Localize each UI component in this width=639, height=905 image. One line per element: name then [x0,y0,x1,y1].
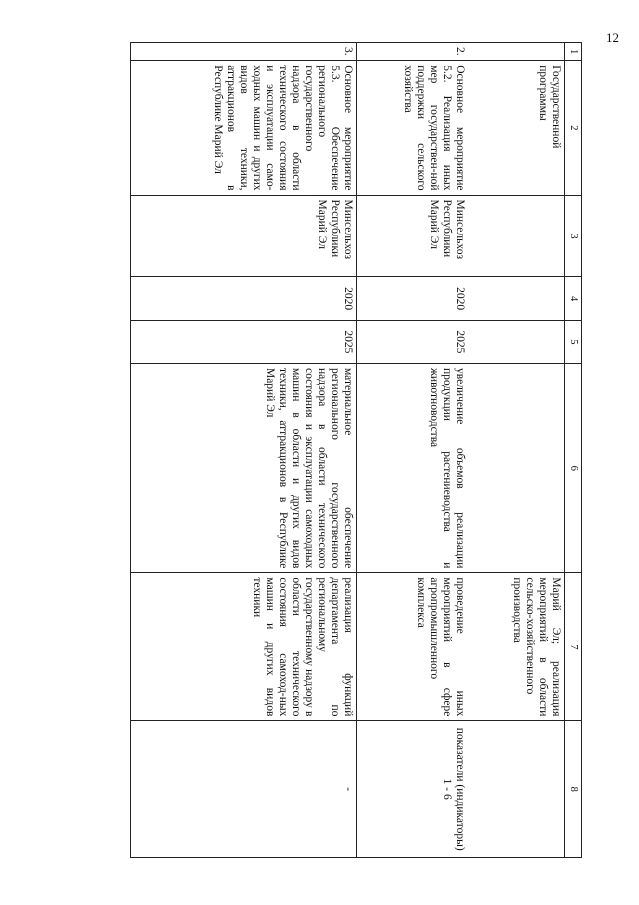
row-executor: Минсельхоз Республики Марий Эл [357,195,469,277]
row-name: Основное мероприятие 5.2. Реализация иных мер государствен-ной поддержки сельского хозяйства [357,61,469,195]
row-connection: проведение иных мероприятий в сфере агропромышленного комплекса [357,573,469,721]
col-header-4: 4 [565,277,582,320]
row-connection: Марий Эл; реализация мероприятий в области сельско-хозяйственного производства [469,573,565,721]
col-header-6: 6 [565,363,582,572]
row-num [469,43,565,61]
row-end: 2025 [131,320,357,363]
page-number: 12 [606,30,619,45]
row-indicators [469,721,565,858]
row-executor: Минсельхоз Республики Марий Эл [131,195,357,277]
row-start [469,277,565,320]
col-header-2: 2 [565,61,582,195]
row-result: материальное обеспечение регионального государственного надзора в области технического состояния и эксплуатации самоходных машин в области и других видов техники, аттракционов в Республике Марий Эл [131,363,357,572]
row-name: Основное мероприятие 5.3. Обеспечение регионального государственного надзора в области технического состояния и эксплуатации само-ходных машин и других видов техники, аттракционов в Республике Марий Эл [131,61,357,195]
row-result: увеличение объемов реализации продукции растениеводства и животноводства [357,363,469,572]
col-header-5: 5 [565,320,582,363]
row-num: 3. [131,43,357,61]
row-start: 2020 [357,277,469,320]
row-indicators: - [131,721,357,858]
col-header-8: 8 [565,721,582,858]
header-row [565,43,582,858]
table-row [469,43,565,858]
row-indicators: показатели (индикаторы) 1 - 6 [357,721,469,858]
row-connection: реализация функций департамента по региональному государственному надзору в области технического состояния самоход-ных машин и других видов техники [131,573,357,721]
row-executor [469,195,565,277]
table-row [357,43,469,858]
col-header-3: 3 [565,195,582,277]
row-num: 2. [357,43,469,61]
table-row [131,43,357,858]
col-header-7: 7 [565,573,582,721]
row-result [469,363,565,572]
row-name: Государственной программы [469,61,565,195]
rotated-table-container [127,42,582,858]
row-start: 2020 [131,277,357,320]
program-table [130,42,582,858]
row-end: 2025 [357,320,469,363]
col-header-1: 1 [565,43,582,61]
row-end [469,320,565,363]
